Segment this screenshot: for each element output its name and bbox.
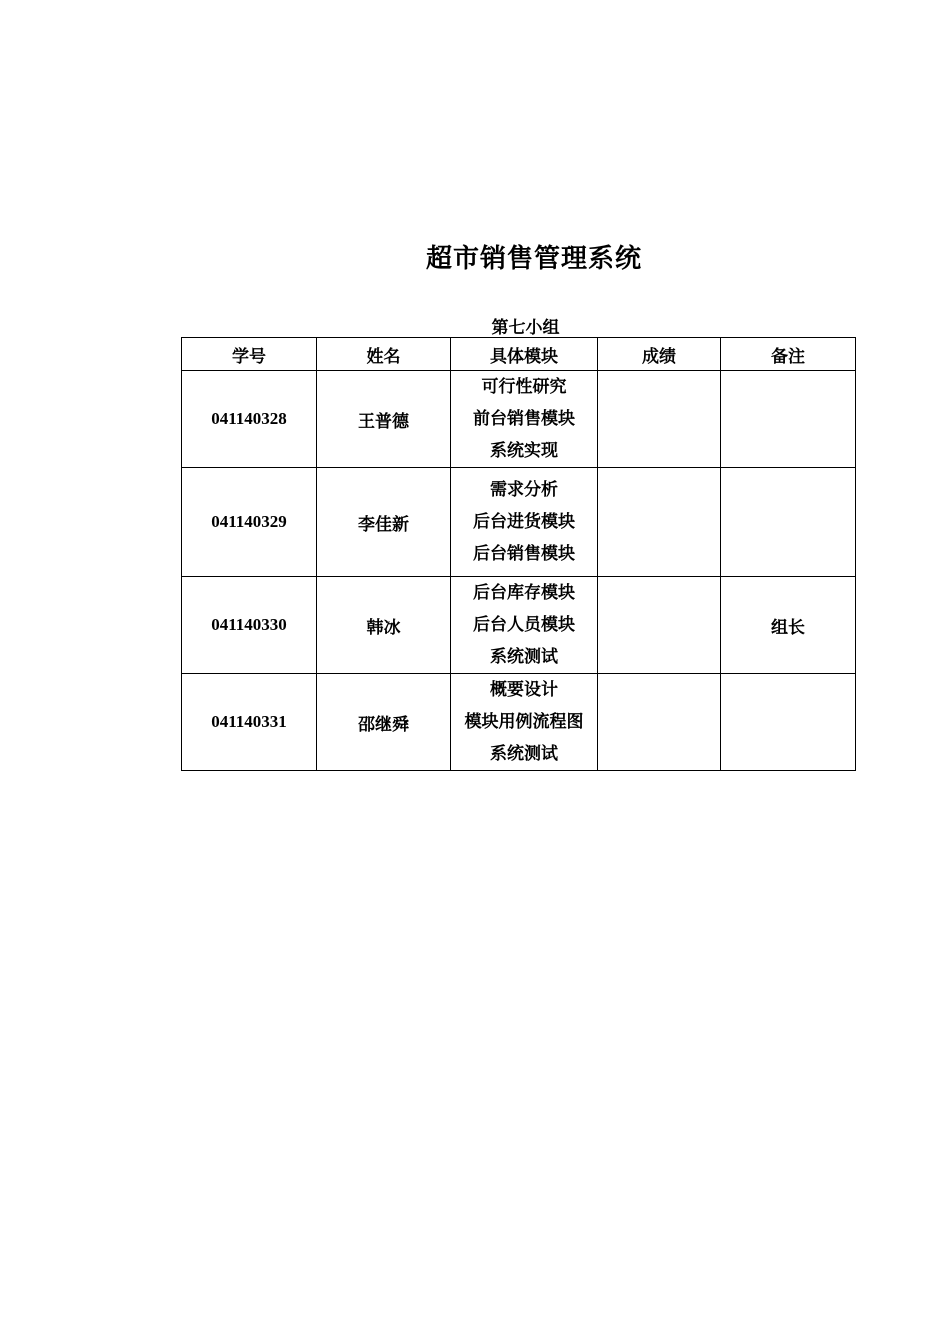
student-name-cell: 邵继舜 bbox=[317, 674, 451, 771]
member-table bbox=[181, 337, 856, 771]
score-cell bbox=[598, 371, 721, 468]
module-item: 后台进货模块 bbox=[473, 512, 575, 531]
table-row bbox=[182, 577, 856, 674]
header-score: 成绩 bbox=[598, 338, 721, 371]
header-name: 姓名 bbox=[317, 338, 451, 371]
group-name: 第七小组 bbox=[491, 318, 560, 337]
table-row bbox=[182, 468, 856, 577]
student-id-cell: 041140328 bbox=[182, 371, 317, 468]
table-header-row bbox=[182, 338, 856, 371]
document-title: 超市销售管理系统 bbox=[425, 244, 642, 273]
note-cell: 组长 bbox=[721, 577, 856, 674]
header-modules: 具体模块 bbox=[451, 338, 598, 371]
header-note: 备注 bbox=[721, 338, 856, 371]
table-row bbox=[182, 674, 856, 771]
student-id-cell: 041140331 bbox=[182, 674, 317, 771]
module-item: 系统实现 bbox=[490, 441, 558, 460]
modules-cell bbox=[451, 371, 598, 468]
student-name-cell: 李佳新 bbox=[317, 468, 451, 577]
module-item: 系统测试 bbox=[490, 647, 558, 666]
modules-cell bbox=[451, 577, 598, 674]
module-item: 模块用例流程图 bbox=[464, 712, 584, 731]
modules-cell bbox=[451, 468, 598, 577]
note-cell bbox=[721, 371, 856, 468]
module-item: 后台库存模块 bbox=[473, 583, 575, 602]
student-name-cell: 王普德 bbox=[317, 371, 451, 468]
module-item: 后台人员模块 bbox=[473, 615, 575, 634]
module-item: 前台销售模块 bbox=[473, 409, 575, 428]
table-row bbox=[182, 371, 856, 468]
student-id-cell: 041140330 bbox=[182, 577, 317, 674]
note-cell bbox=[721, 468, 856, 577]
modules-cell bbox=[451, 674, 598, 771]
header-student-id: 学号 bbox=[182, 338, 317, 371]
score-cell bbox=[598, 577, 721, 674]
module-item: 概要设计 bbox=[490, 680, 558, 699]
module-item: 需求分析 bbox=[490, 480, 558, 499]
module-item: 可行性研究 bbox=[481, 377, 567, 396]
score-cell bbox=[598, 468, 721, 577]
score-cell bbox=[598, 674, 721, 771]
module-item: 系统测试 bbox=[490, 744, 558, 763]
note-cell bbox=[721, 674, 856, 771]
student-id-cell: 041140329 bbox=[182, 468, 317, 577]
module-item: 后台销售模块 bbox=[473, 544, 575, 563]
student-name-cell: 韩冰 bbox=[317, 577, 451, 674]
